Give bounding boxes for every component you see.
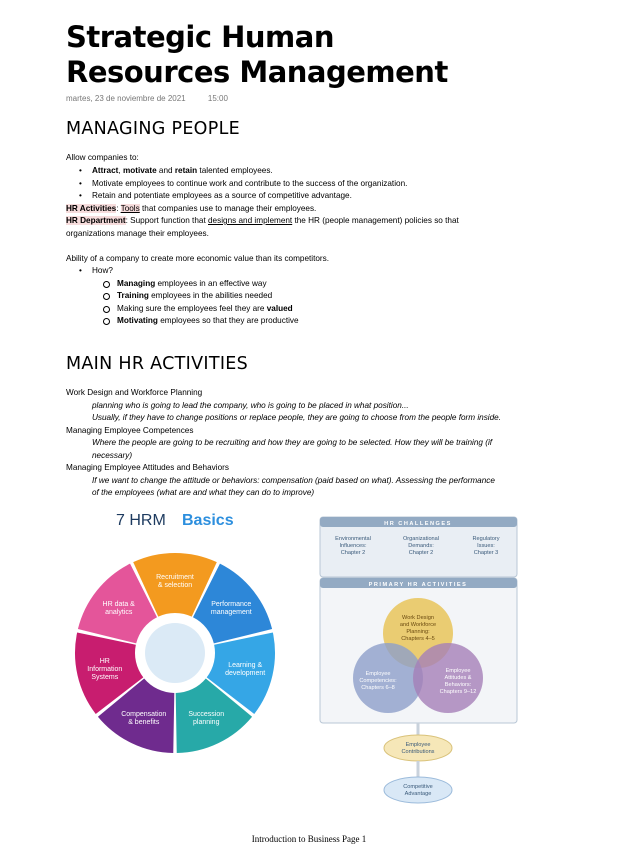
bullet-how: • How? [92,265,113,278]
subbullet-managing: Managing employees in an effective way [117,278,267,291]
bullet-motivate: • Motivate employees to continue work and contribute to the success of the organization. [92,178,407,191]
venn-wd-1: Work Design [402,615,434,621]
subbullet-motivating: Motivating employees so that they are productive [117,315,299,328]
venn-ea-2: Attitudes & [444,675,472,681]
venn-ea-3: Behaviors: [444,682,472,688]
work-design-note-2: Usually, if they have to change positions or replace people, they are going to choose from the people form inside. [92,413,502,422]
challenge-org-3: Chapter 2 [408,550,434,556]
venn-ec-2: Competencies: [359,678,397,684]
section-heading-main-hr-activities: MAIN HR ACTIVITIES [66,354,249,374]
bullet-attract: • Attract, motivate and retain talented employees. [92,165,273,178]
work-design-heading: Work Design and Workforce Planning [66,388,203,397]
challenges-title: HR CHALLENGES [384,521,452,527]
hrm-basics-wheel [70,505,296,755]
intro-text: Allow companies to: [66,153,139,162]
subbullet-training: Training employees in the abilities needed [117,290,272,303]
work-design-note-1: planning who is going to lead the company, who is going to be placed in what position... [92,401,409,410]
title-line-2: Resources Management [66,55,448,89]
hr-activities-diagram [318,515,520,810]
title-line-1: Strategic Human [66,20,334,54]
primary-title: PRIMARY HR ACTIVITIES [368,582,468,588]
wheel-segment-label: Learning & development [225,662,266,678]
note-time: 15:00 [207,94,228,103]
challenge-org-1: Organizational [402,536,440,542]
hr-department-definition: HR Department: Support function that designs and implement the HR (people management) policies so that [66,216,459,225]
wheel-segment-label: Recruitment & selection [156,574,194,589]
wheel-segment-label: Performance management [210,601,252,617]
challenge-reg-3: Chapter 3 [473,550,499,556]
venn-ea-4: Chapters 9–12 [439,689,477,695]
wheel-segment-label: HR Information Systems [87,658,123,682]
venn-ec-3: Chapters 6–8 [361,685,395,691]
hr-department-definition-cont: organizations manage their employees. [66,229,209,238]
challenge-env-3: Chapter 2 [340,550,366,556]
attitudes-note-2: of the employees (what are and what they can do to improve) [92,488,315,497]
adv-2: Advantage [404,791,432,797]
note-date: martes, 23 de noviembre de 2021 [66,94,186,103]
wheel-hub-inner [145,623,205,683]
wheel-title-a: 7 HRM [116,512,166,529]
contrib-2: Contributions [401,749,435,755]
venn-wd-3: Planning: [406,629,430,635]
contrib-1: Employee [405,742,431,748]
wheel-segment-label: HR data & analytics [102,601,135,617]
subbullet-valued: Making sure the employees feel they are valued [117,303,293,316]
challenge-env-2: Influences: [339,543,367,549]
venn-wd-4: Chapters 4–5 [401,636,435,642]
section-heading-managing-people: MANAGING PEOPLE [66,119,241,139]
competences-note-1: Where the people are going to be recruiting and how they are going to be selected. How they will be training (if [92,438,493,447]
note-meta [66,94,248,103]
attitudes-note-1: If we want to change the attitude or behaviors: compensation (paid based on what). Assessing the performance [92,476,495,485]
venn-ea-1: Employee [445,668,471,674]
hr-activities-definition: HR Activities: Tools that companies use to manage their employees. [66,204,317,213]
adv-1: Competitive [403,784,433,790]
competences-note-2: necessary) [92,451,133,460]
bullet-retain: • Retain and potentiate employees as a source of competitive advantage. [92,190,352,203]
page-title [66,20,448,90]
page-footer: Introduction to Business Page 1 [251,834,367,844]
wheel-segment-label: Succession planning [188,710,225,726]
venn-wd-2: and Workforce [399,622,437,628]
wheel-title-b: Basics [182,512,234,529]
challenge-env-1: Environmental [335,536,371,542]
wheel-segment-label: Compensation & benefits [121,710,167,726]
contributions-oval [384,735,452,761]
advantage-oval [384,777,452,803]
challenge-reg-1: Regulatory [472,536,500,542]
competences-heading: Managing Employee Competences [66,426,194,435]
challenge-org-2: Demands: [408,543,434,549]
ability-text: Ability of a company to create more economic value than its competitors. [66,254,330,263]
venn-ec-1: Employee [365,671,391,677]
attitudes-heading: Managing Employee Attitudes and Behaviors [66,463,229,472]
challenge-reg-2: Issues: [477,543,495,549]
